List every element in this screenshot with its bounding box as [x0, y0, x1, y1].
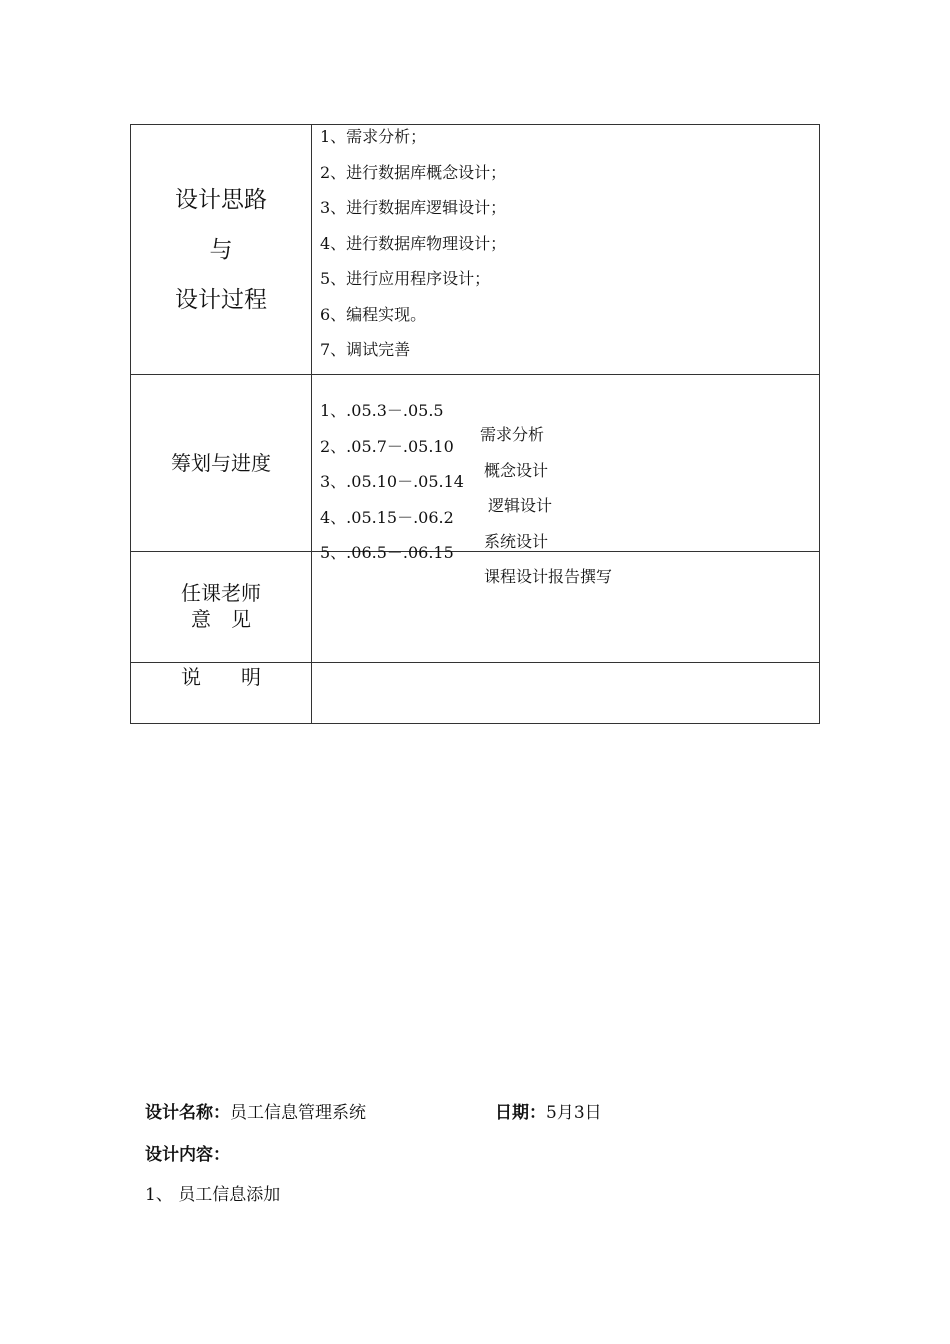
label-line: 意 见 [191, 607, 251, 631]
label-line: 与 [209, 237, 233, 263]
table-column-divider [311, 124, 312, 724]
list-item: 5、进行应用程序设计； [320, 269, 491, 288]
schedule-label [131, 375, 311, 551]
date-label: 日期： [495, 1103, 546, 1123]
list-item: 1、需求分析； [320, 127, 427, 146]
list-item: 2、进行数据库概念设计； [320, 162, 507, 182]
label-line: 任课老师 [181, 581, 261, 605]
design-steps-list [320, 125, 506, 374]
content-item: 1、 员工信息添加 [145, 1185, 281, 1205]
design-name-label: 设计名称： [145, 1103, 230, 1123]
design-process-label [131, 175, 311, 325]
schedule-list [320, 375, 815, 586]
schedule-item [320, 517, 815, 586]
schedule-dates: 4、.05.15－.06.2 [320, 507, 454, 527]
design-name-line [145, 1098, 366, 1123]
list-item: 7、调试完善 [320, 340, 411, 359]
label-line: 设计思路 [175, 187, 267, 213]
schedule-dates: 1、.05.3－.05.5 [320, 401, 444, 420]
list-item: 6、编程实现。 [320, 304, 427, 324]
design-content-label: 设计内容： [145, 1145, 230, 1165]
date-line [495, 1098, 602, 1123]
table-border-bottom [130, 723, 820, 724]
schedule-item [320, 411, 815, 480]
schedule-task: 课程设计报告撰写 [484, 567, 613, 586]
schedule-item [320, 482, 815, 551]
schedule-dates: 2、.05.7－.05.10 [320, 436, 454, 456]
design-name-value: 员工信息管理系统 [230, 1103, 366, 1123]
schedule-item [320, 446, 815, 515]
schedule-task: 概念设计 [484, 460, 549, 480]
schedule-task: 逻辑设计 [488, 496, 553, 515]
table-border-right [819, 124, 820, 724]
schedule-dates: 5、.06.5－.06.15 [320, 543, 454, 562]
label-line: 说 明 [181, 665, 261, 689]
schedule-task: 系统设计 [484, 531, 549, 551]
date-value: 5月3日 [546, 1103, 602, 1123]
list-item: 3、进行数据库逻辑设计； [320, 198, 507, 217]
schedule-dates: 3、.05.10－.05.14 [320, 472, 464, 491]
teacher-opinion-label [131, 580, 311, 634]
schedule-item [320, 375, 815, 444]
list-item: 4、进行数据库物理设计； [320, 233, 507, 253]
label-line: 筹划与进度 [171, 451, 271, 475]
notes-label [131, 663, 311, 691]
schedule-task: 需求分析 [480, 425, 545, 444]
label-line: 设计过程 [175, 287, 267, 313]
